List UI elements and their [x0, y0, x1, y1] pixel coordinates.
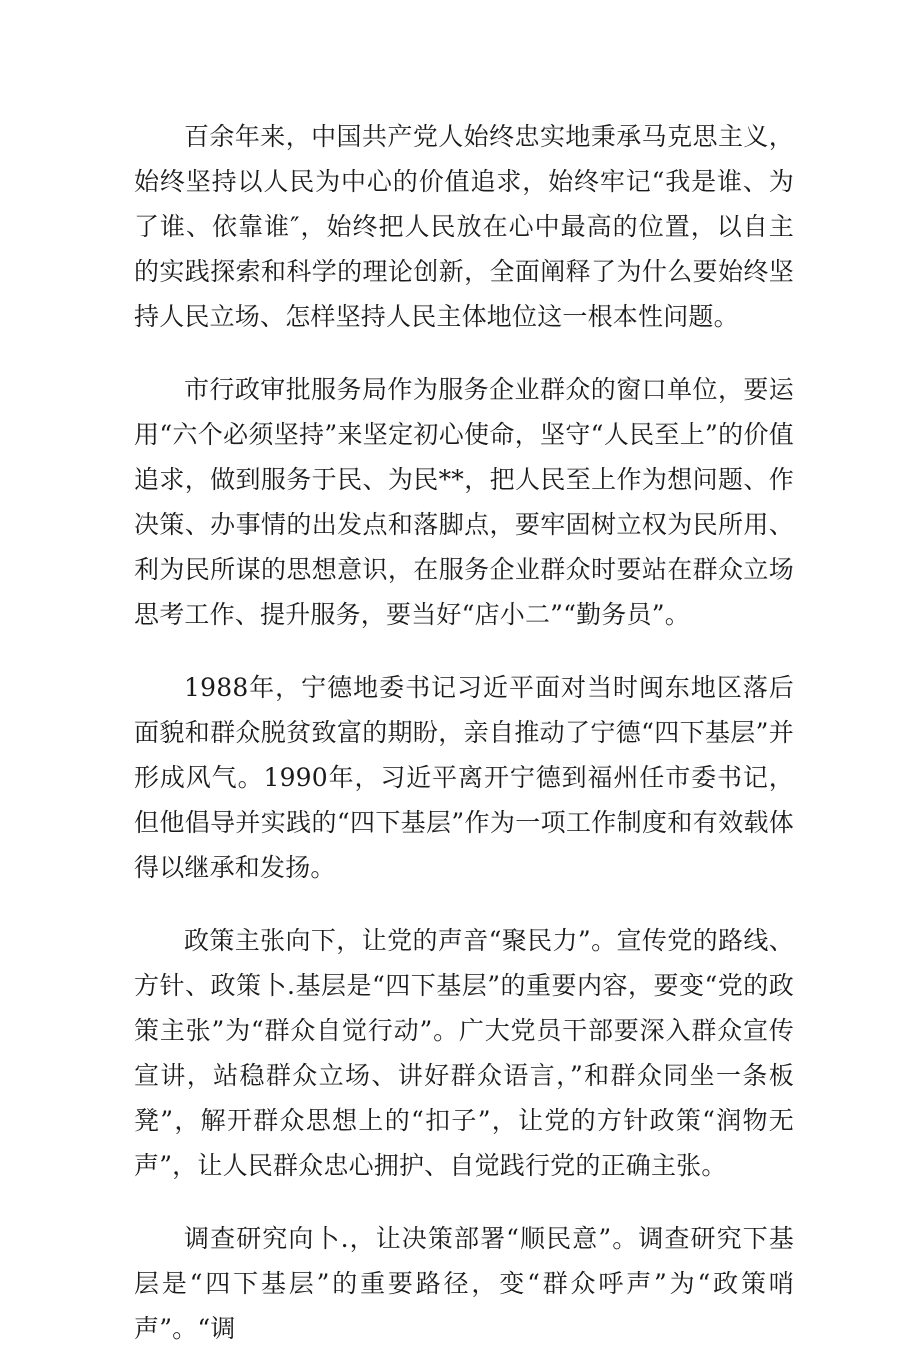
paragraph-3: 1988年，宁德地委书记习近平面对当时闽东地区落后面貌和群众脱贫致富的期盼，亲自推动了宁德“四下基层”并形成风气。1990年，习近平离开宁德到福州任市委书记，但他倡导并实践的“四下基层”作为一项工作制度和有效载体得以继承和发扬。 — [134, 673, 794, 882]
paragraph-2: 市行政审批服务局作为服务企业群众的窗口单位，要运用“六个必须坚持”来坚定初心使命，坚守“人民至上”的价值追求，做到服务于民、为民**，把人民至上作为想问题、作决策、办事情的出发点和落脚点，要牢固树立权为民所用、利为民所谋的思想意识，在服务企业群众时要站在群众立场思考工作、提升服务，要当好“店小二”“勤务员”。 — [134, 375, 794, 629]
paragraph-1: 百余年来，中国共产党人始终忠实地秉承马克思主义，始终坚持以人民为中心的价值追求，始终牢记“我是谁、为了谁、依靠谁″，始终把人民放在心中最高的位置，以自主的实践探索和科学的理论创新，全面阐释了为什么要始终坚持人民立场、怎样坚持人民主体地位这一根本性问题。 — [134, 122, 794, 331]
document-body — [134, 114, 794, 1351]
paragraph-5: 调查研究向卜.，让决策部署“顺民意”。调查研究下基层是“四下基层”的重要路径，变“群众呼声”为“政策哨声”。“调 — [134, 1224, 794, 1343]
paragraph-4: 政策主张向下，让党的声音“聚民力”。宣传党的路线、方针、政策卜.基层是“四下基层”的重要内容，要变“党的政策主张”为“群众自觉行动”。广大党员干部要深入群众宣传宣讲，站稳群众立场、讲好群众语言，”和群众同坐一条板凳”，解开群众思想上的“扣子”，让党的方针政策“润物无声”，让人民群众忠心拥护、自觉践行党的正确主张。 — [134, 926, 794, 1180]
